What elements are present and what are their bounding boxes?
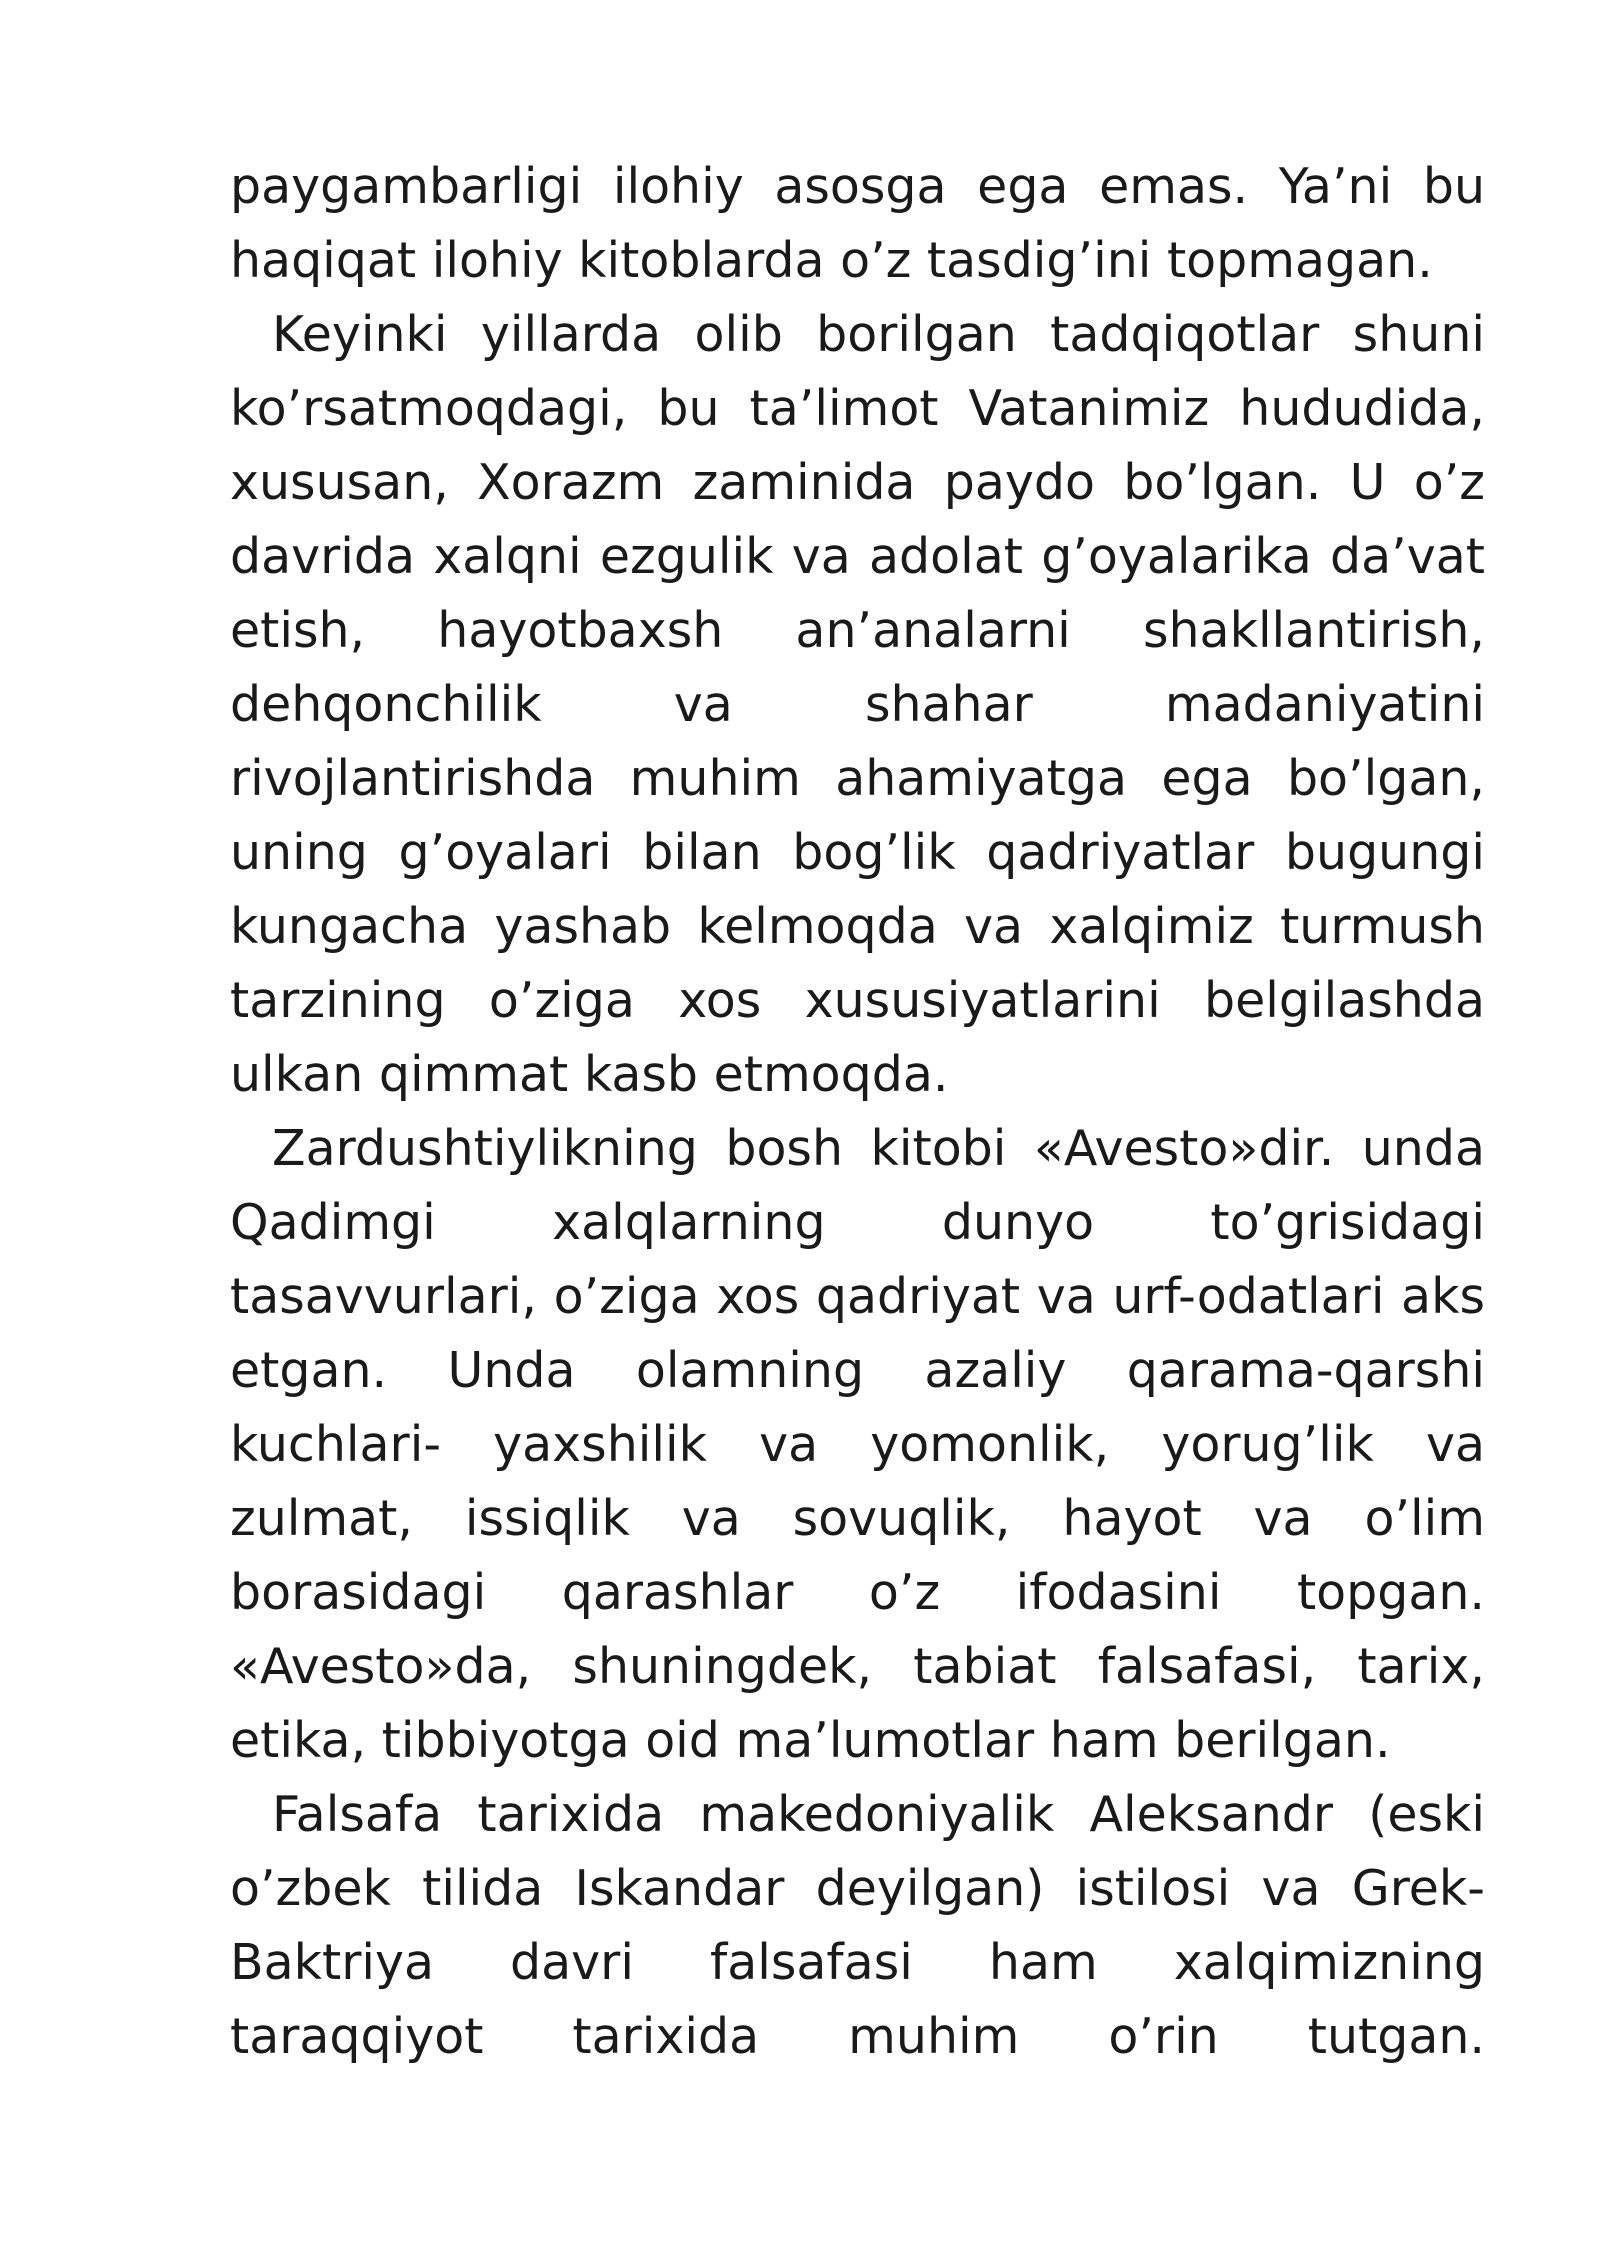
- paragraph-2: Keyinki yillarda olib borilgan tadqiqotlar shuni ko’rsatmoqdagi, bu ta’limot Vatanimiz hududida, xususan, Xorazm zaminida paydo bo’lgan. U o’z davrida xalqni ezgulik va adolat g’oyalarika da’vat etish, hayotbaxsh an’analarni shakllantirish, dehqonchilik va shahar madaniyatini rivojlantirishda muhim ahamiyatga ega bo’lgan, uning g’oyalari bilan bog’lik qadriyatlar bugungi kungacha yashab kelmoqda va xalqimiz turmush tarzining o’ziga xos xususiyatlarini belgilashda ulkan qimmat kasb etmoqda.: [230, 306, 1485, 1103]
- paragraph-3: Zardushtiylikning bosh kitobi «Avesto»dir. unda Qadimgi xalqlarning dunyo to’grisidagi tasavvurlari, o’ziga xos qadriyat va urf-odatlari aks etgan. Unda olamning azaliy qarama-qarshi kuchlari- yaxshilik va yomonlik, yorug’lik va zulmat, issiqlik va sovuqlik, hayot va o’lim borasidagi qarashlar o’z ifodasini topgan. «Avesto»da, shuningdek, tabiat falsafasi, tarix, etika, tibbiyotga oid ma’lumotlar ham berilgan.: [230, 1120, 1485, 1769]
- document-page: [230, 150, 1485, 2074]
- paragraph-1: paygambarligi ilohiy asosga ega emas. Ya’ni bu haqiqat ilohiy kitoblarda o’z tasdig’ini topmagan.: [230, 158, 1485, 289]
- paragraph-4: Falsafa tarixida makedoniyalik Aleksandr (eski o’zbek tilida Iskandar deyilgan) istilosi va Grek-Baktriya davri falsafasi ham xalqimizning taraqqiyot tarixida muhim o’rin tutgan.: [230, 1786, 1485, 2065]
